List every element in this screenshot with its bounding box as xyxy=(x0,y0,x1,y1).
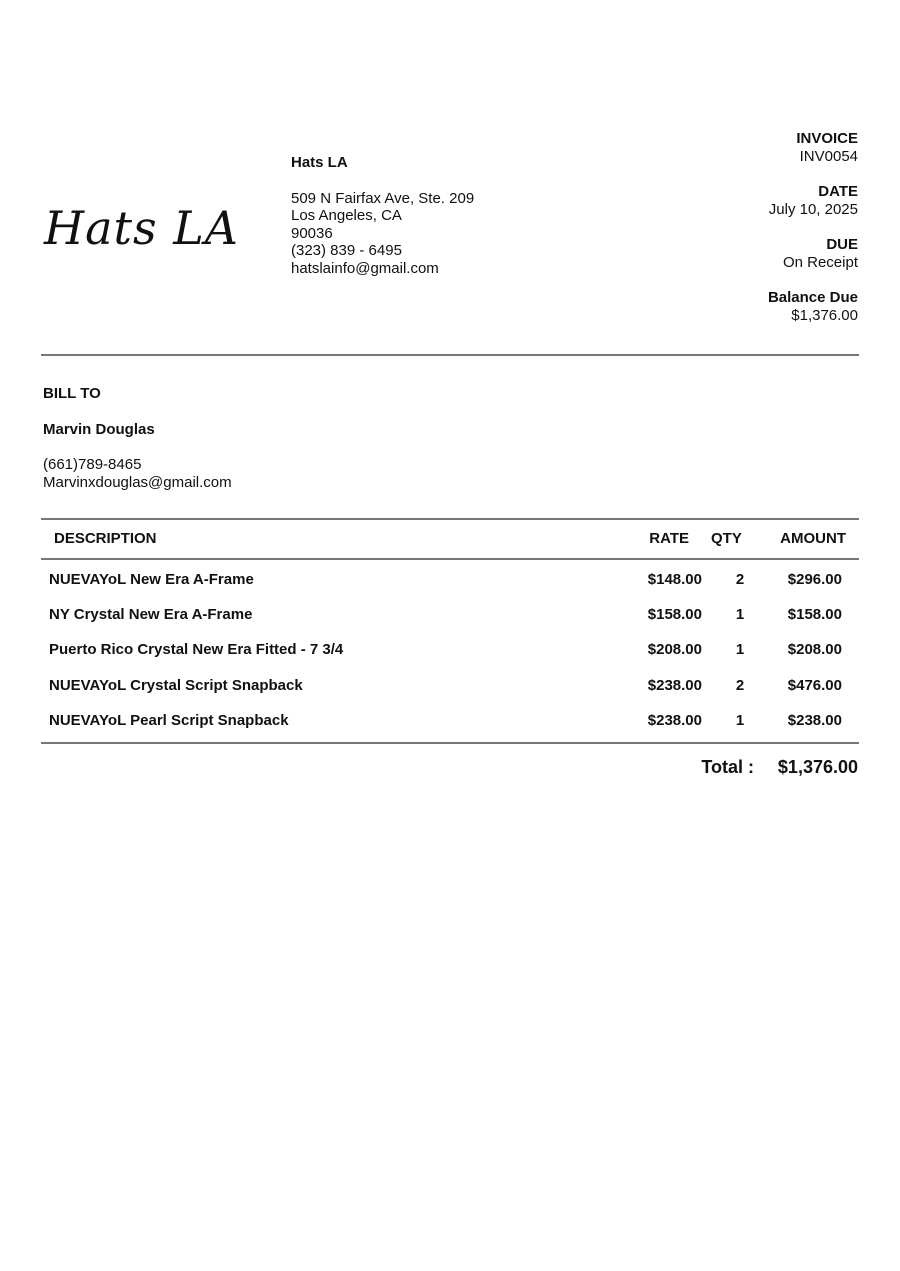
item-amount: $208.00 xyxy=(787,641,842,658)
bill-to-email: Marvinxdouglas@gmail.com xyxy=(43,473,232,491)
column-header-rate: RATE xyxy=(649,530,689,547)
item-rate: $148.00 xyxy=(647,571,702,588)
item-rate: $158.00 xyxy=(647,606,702,623)
item-rate: $208.00 xyxy=(647,641,702,658)
item-description: NUEVAYoL Pearl Script Snapback xyxy=(49,712,289,729)
invoice-meta xyxy=(608,130,858,342)
item-qty: 2 xyxy=(735,571,745,588)
table-header-rule xyxy=(41,558,859,560)
header-divider xyxy=(41,354,859,356)
item-rate: $238.00 xyxy=(647,712,702,729)
company-phone: (323) 839 - 6495 xyxy=(291,242,402,259)
item-rate: $238.00 xyxy=(647,677,702,694)
company-address-line2: Los Angeles, CA xyxy=(291,207,402,224)
total-value: $1,376.00 xyxy=(777,757,858,777)
column-header-amount: AMOUNT xyxy=(780,530,846,547)
company-logo: Hats LA xyxy=(44,201,240,255)
invoice-due: On Receipt xyxy=(782,253,858,271)
table-row xyxy=(0,571,900,589)
item-amount: $476.00 xyxy=(787,677,842,694)
table-row xyxy=(0,641,900,659)
item-amount: $296.00 xyxy=(787,571,842,588)
balance-due-value: $1,376.00 xyxy=(791,306,858,324)
table-bottom-rule xyxy=(41,742,859,744)
table-top-rule xyxy=(41,518,859,520)
invoice-number-label: INVOICE xyxy=(796,130,858,147)
item-amount: $238.00 xyxy=(787,712,842,729)
item-description: Puerto Rico Crystal New Era Fitted - 7 3/4 xyxy=(49,641,344,658)
company-zip: 90036 xyxy=(291,224,333,242)
column-header-description: DESCRIPTION xyxy=(54,530,157,547)
invoice-date-label: DATE xyxy=(818,183,858,200)
table-row xyxy=(0,606,900,624)
total-label: Total : xyxy=(701,757,754,777)
company-info xyxy=(291,154,591,277)
table-row xyxy=(0,712,900,730)
bill-to-phone: (661)789-8465 xyxy=(43,456,142,473)
item-qty: 1 xyxy=(735,641,745,658)
item-qty: 2 xyxy=(735,677,745,694)
column-header-qty: QTY xyxy=(711,530,742,547)
invoice-due-label: DUE xyxy=(826,236,858,253)
bill-to-name: Marvin Douglas xyxy=(43,420,155,438)
invoice-number: INV0054 xyxy=(799,147,858,165)
invoice-date: July 10, 2025 xyxy=(768,200,858,218)
item-description: NUEVAYoL Crystal Script Snapback xyxy=(49,677,303,694)
item-amount: $158.00 xyxy=(787,606,842,623)
company-name: Hats LA xyxy=(291,154,348,171)
item-qty: 1 xyxy=(735,606,745,623)
balance-due-label: Balance Due xyxy=(767,289,858,306)
item-qty: 1 xyxy=(735,712,745,729)
item-description: NUEVAYoL New Era A-Frame xyxy=(49,571,254,588)
bill-to-section xyxy=(43,385,443,491)
bill-to-label: BILL TO xyxy=(43,385,101,402)
company-address-line1: 509 N Fairfax Ave, Ste. 209 xyxy=(291,189,475,207)
table-row xyxy=(0,677,900,695)
item-description: NY Crystal New Era A-Frame xyxy=(49,606,253,623)
company-email: hatslainfo@gmail.com xyxy=(291,259,439,277)
